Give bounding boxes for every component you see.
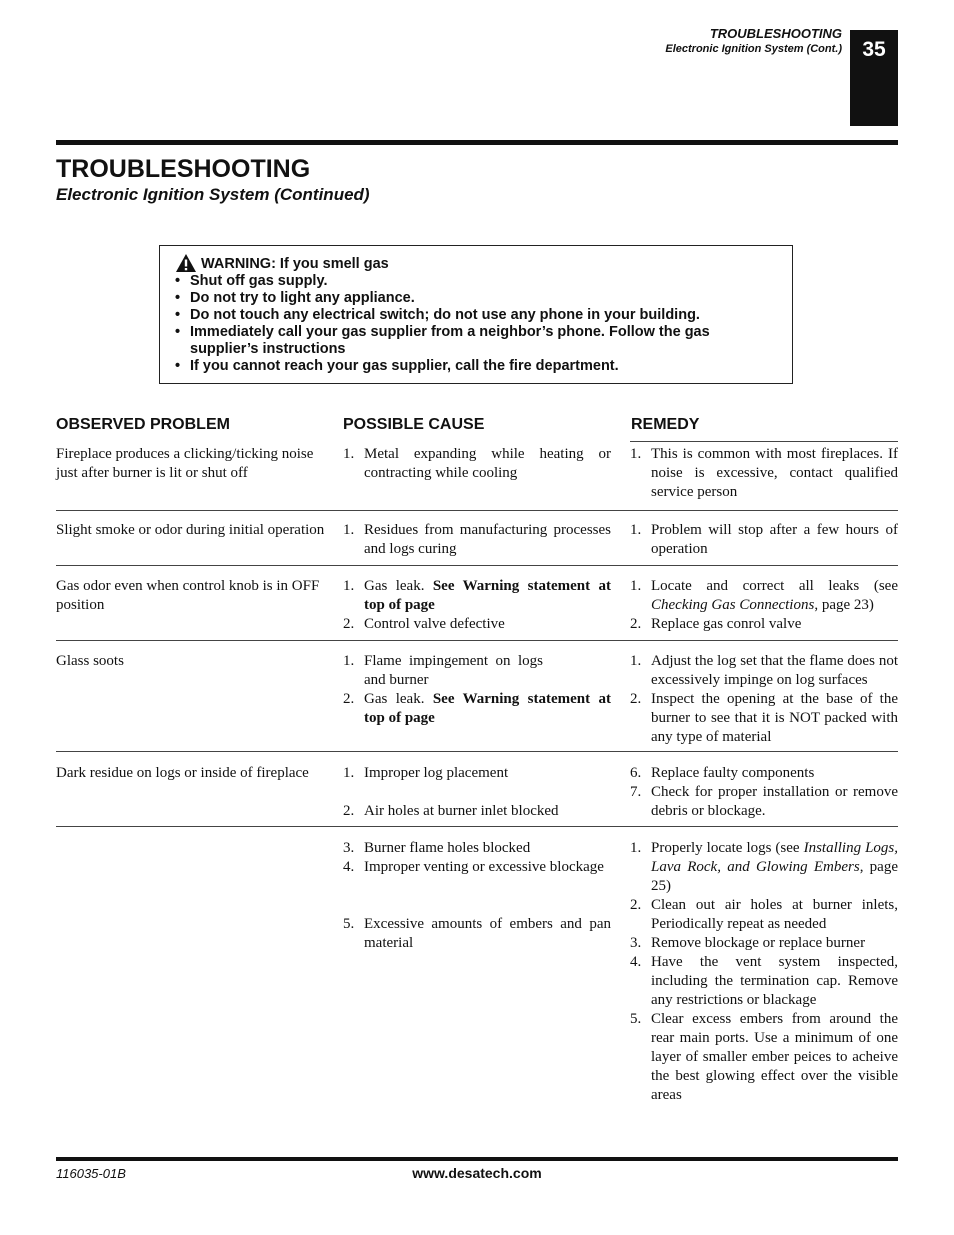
table-rule <box>630 441 898 442</box>
list-item: 7. Check for proper installation or remove debris or blockage. <box>630 784 898 819</box>
list-item: 1. Improper log placement <box>343 765 509 781</box>
table-rule <box>56 751 898 752</box>
list-item: 1. Gas leak. See Warning statement at top of page <box>343 578 612 613</box>
table-row-4-causes <box>343 652 612 728</box>
list-item: 2. Gas leak. See Warning statement at top of page <box>343 691 612 726</box>
table-rule <box>56 640 898 641</box>
warning-list <box>175 273 782 375</box>
table-row-3-problem: Gas odor even when control knob is in OFF position <box>56 578 320 613</box>
running-header <box>665 26 842 57</box>
table-row-1-causes <box>343 445 611 483</box>
column-header-problem: OBSERVED PROBLEM <box>56 416 230 433</box>
list-item: 1. Metal expanding while heating or contracting while cooling <box>343 446 611 481</box>
list-item: 1. Locate and correct all leaks (see Checking Gas Connections, page 23) <box>630 578 898 613</box>
table-rule <box>56 826 898 827</box>
list-item: 1. Properly locate logs (see Installing Logs, Lava Rock, and Glowing Embers, page 25) <box>630 840 898 894</box>
page-number: 35 <box>862 38 886 61</box>
table-row-1-problem: Fireplace produces a clicking/ticking noise just after burner is lit or shut off <box>56 446 314 481</box>
list-item: 2. Air holes at burner inlet blocked <box>343 803 559 819</box>
list-item: 5. Excessive amounts of embers and pan material <box>343 916 611 951</box>
page-title: TROUBLESHOOTING <box>56 155 311 183</box>
list-item: 4. Have the vent system inspected, including the termination cap. Remove any restrictions or blackage <box>630 954 898 1008</box>
document-number: 116035-01B <box>56 1166 126 1181</box>
running-header-section: TROUBLESHOOTING <box>709 26 842 41</box>
page-number-tab <box>850 30 898 126</box>
table-rule <box>56 510 898 511</box>
warning-item: • If you cannot reach your gas supplier, call the fire department. <box>175 358 782 375</box>
list-item: 3. Burner flame holes blocked <box>343 840 531 856</box>
list-item: 1. Residues from manufacturing processes and logs curing <box>343 522 611 557</box>
warning-item: • Immediately call your gas supplier from a neighbor’s phone. Follow the gas supplier’s instructions <box>175 324 782 358</box>
list-item: 5. Clear excess embers from around the rear main ports. Use a minimum of one layer of smaller ember peices to acheive the best glowing effect over the visible areas <box>630 1011 898 1103</box>
warning-item: • Do not try to light any appliance. <box>175 290 782 307</box>
table-row-4-remedies <box>630 652 898 747</box>
table-row-6-remedies <box>630 839 898 1105</box>
list-item: 2. Inspect the opening at the base of the burner to see that it is NOT packed with any type of material <box>630 691 898 745</box>
table-row-5-problem: Dark residue on logs or inside of fireplace <box>56 765 309 781</box>
table-row-2-problem: Slight smoke or odor during initial operation <box>56 522 325 538</box>
table-row-3-causes <box>343 577 611 634</box>
list-item: 1. Adjust the log set that the flame does not excessively impinge on log surfaces <box>630 653 898 688</box>
footer-rule <box>56 1157 898 1161</box>
warning-triangle-icon <box>175 253 197 273</box>
table-row-5-remedies <box>630 764 898 821</box>
running-header-subsection: Electronic Ignition System (Cont.) <box>665 43 842 55</box>
table-row-6-causes <box>343 839 611 953</box>
warning-box <box>159 245 793 384</box>
list-item: 2. Replace gas conrol valve <box>630 616 802 632</box>
column-header-cause: POSSIBLE CAUSE <box>343 416 485 433</box>
warning-item: • Shut off gas supply. <box>175 273 782 290</box>
column-header-remedy: REMEDY <box>631 416 700 433</box>
table-row-3-remedies <box>630 577 898 634</box>
subtitle-part-a: Electronic Ignition System ( <box>56 185 280 204</box>
list-item: 4. Improper venting or excessive blockage <box>343 859 604 875</box>
list-item: 1. Flame impingement on logs and burner <box>343 653 543 688</box>
list-item: 2. Clean out air holes at burner inlets, Periodically repeat as needed <box>630 897 898 932</box>
table-row-2-causes <box>343 521 611 559</box>
website-url: www.desatech.com <box>412 1165 542 1181</box>
subtitle-part-b: Continued) <box>279 185 370 204</box>
warning-item: • Do not touch any electrical switch; do not use any phone in your building. <box>175 307 782 324</box>
warning-title: WARNING: If you smell gas <box>201 256 389 272</box>
list-item: 1. This is common with most fireplaces. If noise is excessive, contact qualified service person <box>630 446 898 500</box>
header-rule <box>56 140 898 145</box>
table-row-1-remedies <box>630 445 898 502</box>
table-row-4-problem: Glass soots <box>56 653 124 669</box>
table-row-5-causes <box>343 764 611 821</box>
list-item: 3. Remove blockage or replace burner <box>630 935 866 951</box>
table-rule <box>56 565 898 566</box>
list-item: 6. Replace faulty components <box>630 765 815 781</box>
table-row-2-remedies <box>630 521 898 559</box>
page-subtitle <box>56 184 370 206</box>
list-item: 1. Problem will stop after a few hours of operation <box>630 522 898 557</box>
list-item: 2. Control valve defective <box>343 616 505 632</box>
